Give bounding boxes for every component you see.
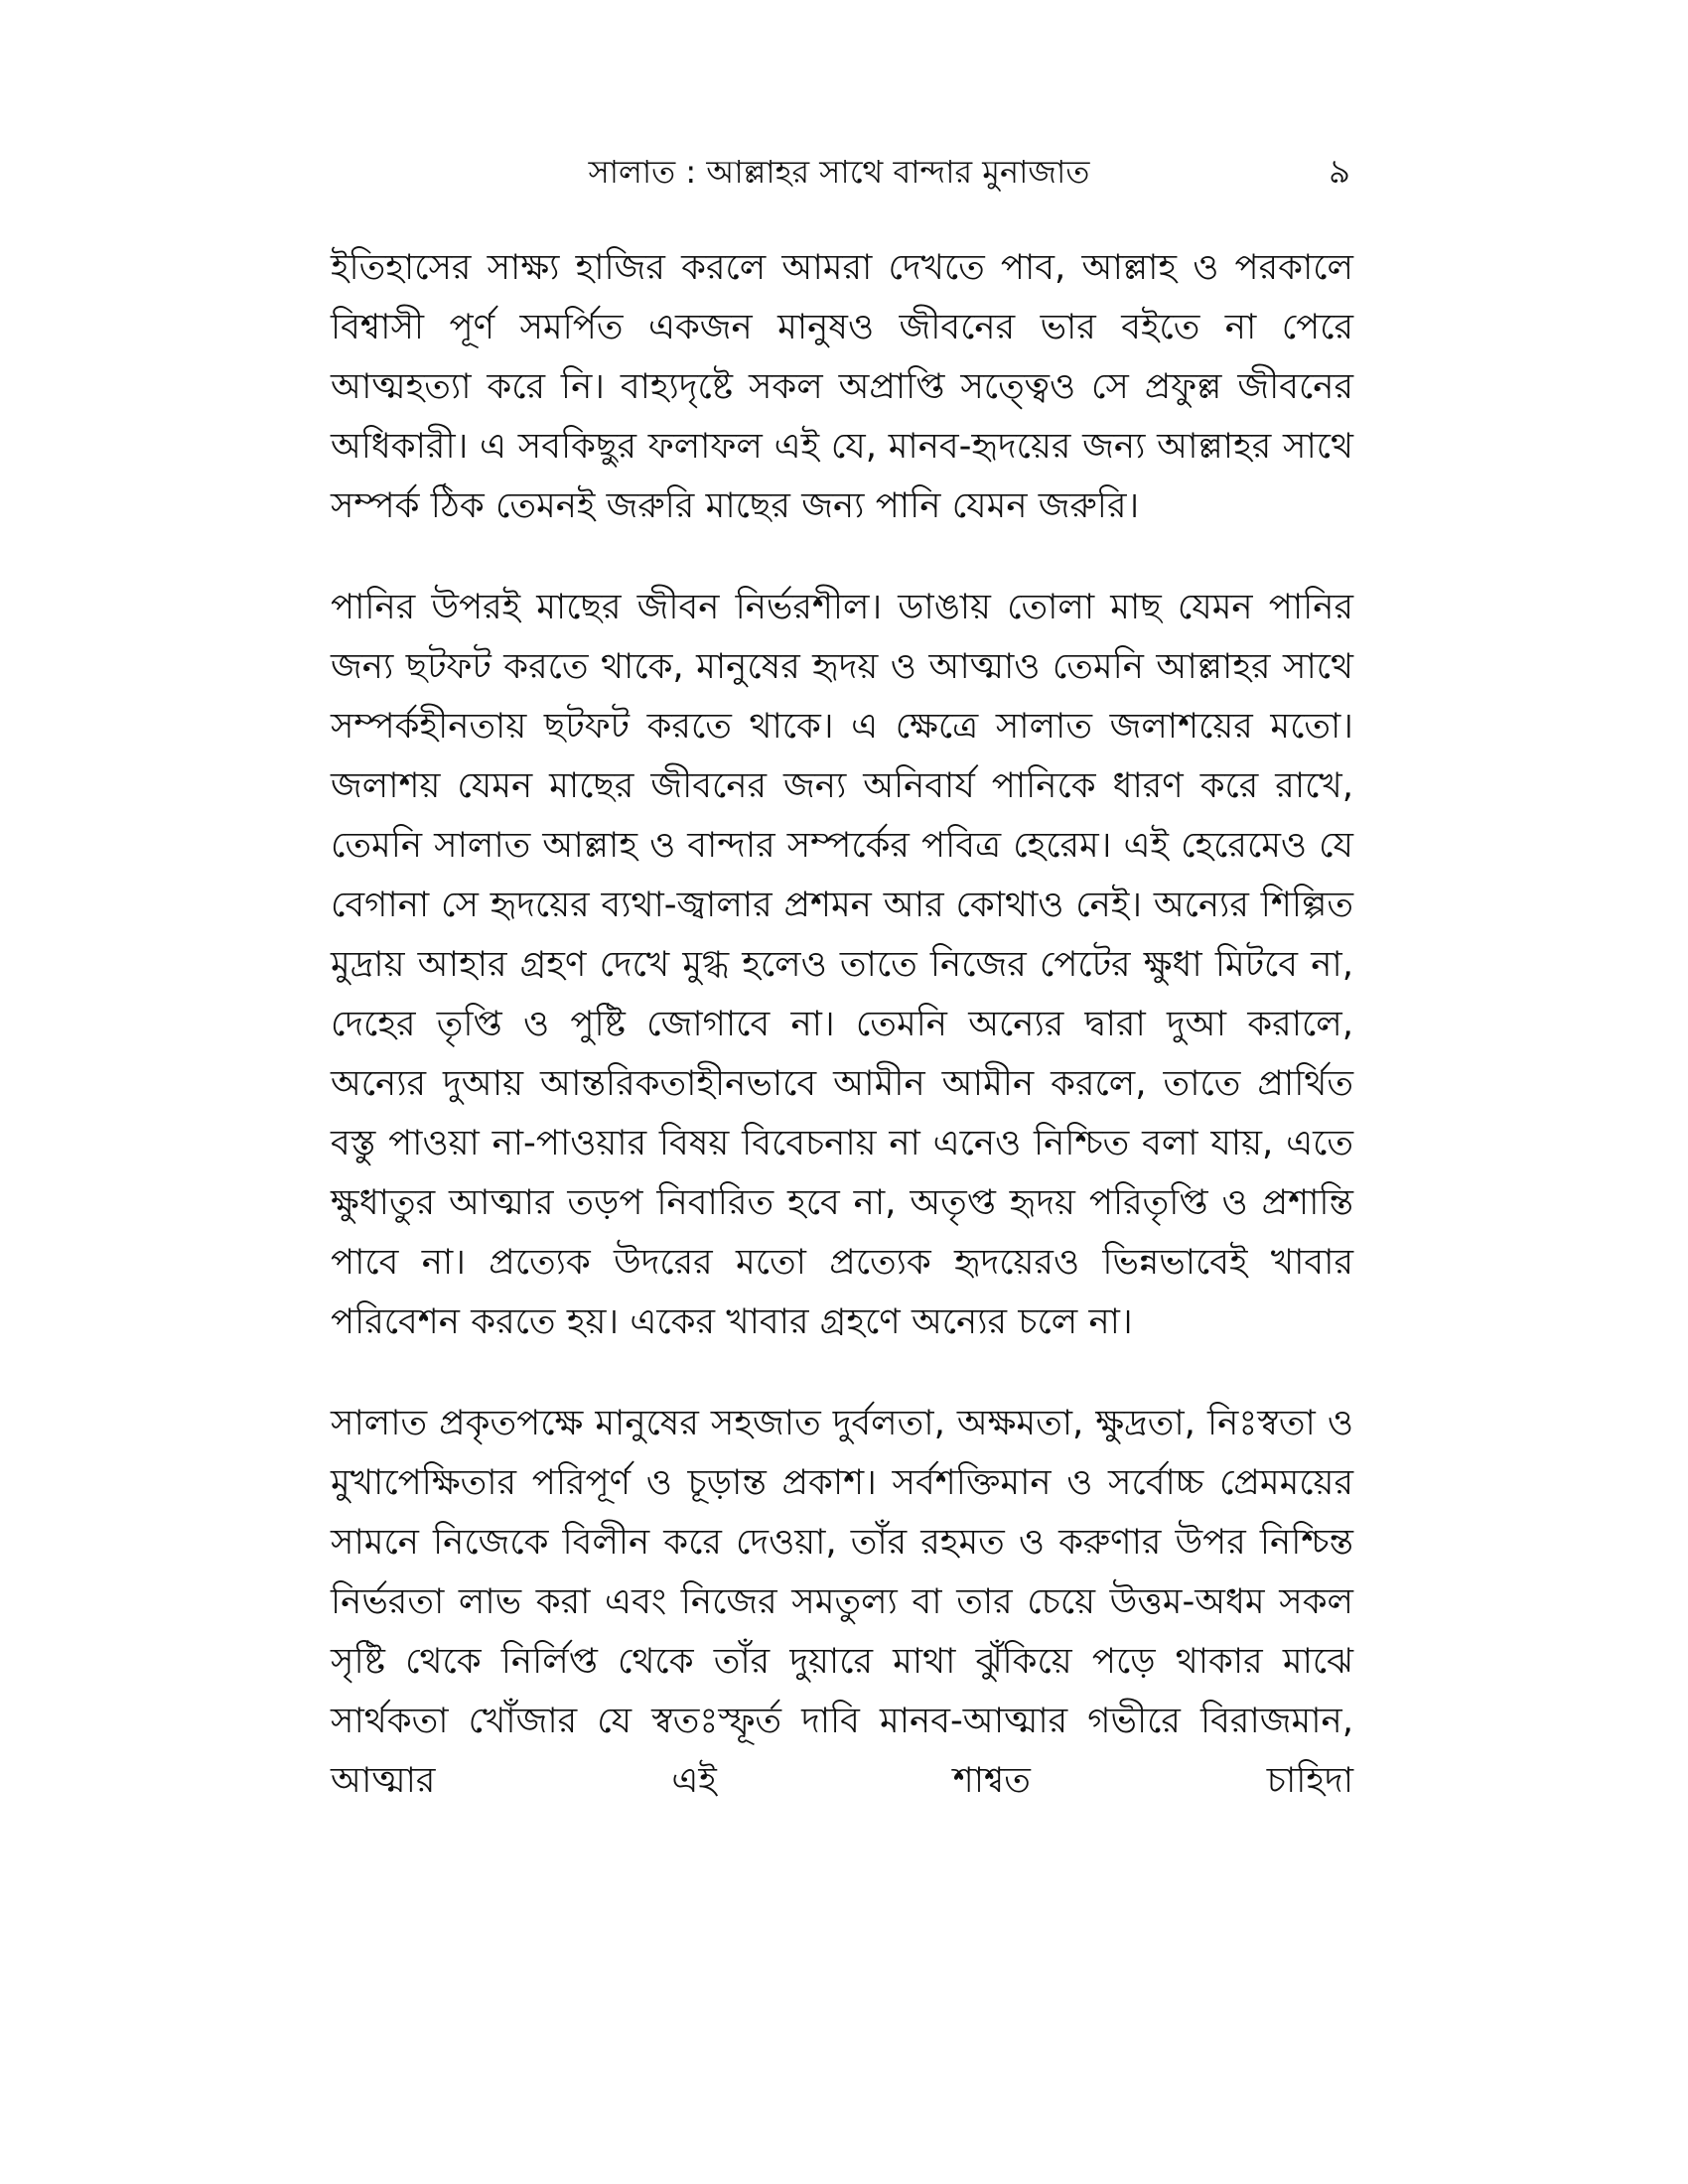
page-number: ৯ xyxy=(1328,152,1350,192)
running-title: সালাত : আল্লাহর সাথে বান্দার মুনাজাত xyxy=(588,153,1090,191)
paragraph-1: ইতিহাসের সাক্ষ্য হাজির করলে আমরা দেখতে পাব, আল্লাহ ও পরকালে বিশ্বাসী পূর্ণ সমর্পিত একজন মানুষও জীবনের ভার বইতে না পেরে আত্মহত্যা করে নি। বাহ্যদৃষ্টে সকল অপ্রাপ্তি সত্ত্বেও সে প্রফুল্ল জীবনের অধিকারী। এ সবকিছুর ফলাফল এই যে, মানব-হৃদয়ের জন্য আল্লাহর সাথে সম্পর্ক ঠিক তেমনই জরুরি মাছের জন্য পানি যেমন জরুরি। xyxy=(331,247,1353,526)
body-text xyxy=(331,238,1353,1852)
running-header xyxy=(328,147,1350,197)
paragraph-2: পানির উপরই মাছের জীবন নির্ভরশীল। ডাঙায় তোলা মাছ যেমন পানির জন্য ছটফট করতে থাকে, মানুষের হৃদয় ও আত্মাও তেমনি আল্লাহর সাথে সম্পর্কহীনতায় ছটফট করতে থাকে। এ ক্ষেত্রে সালাত জলাশয়ের মতো। জলাশয় যেমন মাছের জীবনের জন্য অনিবার্য পানিকে ধারণ করে রাখে, তেমনি সালাত আল্লাহ ও বান্দার সম্পর্কের পবিত্র হেরেম। এই হেরেমেও যে বেগানা সে হৃদয়ের ব্যথা-জ্বালার প্রশমন আর কোথাও নেই। অন্যের শিল্পিত মুদ্রায় আহার গ্রহণ দেখে মুগ্ধ হলেও তাতে নিজের পেটের ক্ষুধা মিটবে না, দেহের তৃপ্তি ও পুষ্টি জোগাবে না। তেমনি অন্যের দ্বারা দুআ করালে, অন্যের দুআয় আন্তরিকতাহীনভাবে আমীন আমীন করলে, তাতে প্রার্থিত বস্তু পাওয়া না-পাওয়ার বিষয় বিবেচনায় না এনেও নিশ্চিত বলা যায়, এতে ক্ষুধাতুর আত্মার তড়প নিবারিত হবে না, অতৃপ্ত হৃদয় পরিতৃপ্তি ও প্রশান্তি পাবে না। প্রত্যেক উদরের মতো প্রত্যেক হৃদয়েরও ভিন্নভাবেই খাবার পরিবেশন করতে হয়। একের খাবার গ্রহণে অন্যের চলে না। xyxy=(331,587,1353,1342)
paragraph-3: সালাত প্রকৃতপক্ষে মানুষের সহজাত দুর্বলতা, অক্ষমতা, ক্ষুদ্রতা, নিঃস্বতা ও মুখাপেক্ষিতার পরিপূর্ণ ও চূড়ান্ত প্রকাশ। সর্বশক্তিমান ও সর্বোচ্চ প্রেমময়ের সামনে নিজেকে বিলীন করে দেওয়া, তাঁর রহমত ও করুণার উপর নিশ্চিন্ত নির্ভরতা লাভ করা এবং নিজের সমতুল্য বা তার চেয়ে উত্তম-অধম সকল সৃষ্টি থেকে নির্লিপ্ত থেকে তাঁর দুয়ারে মাথা ঝুঁকিয়ে পড়ে থাকার মাঝে সার্থকতা খোঁজার যে স্বতঃস্ফূর্ত দাবি মানব-আত্মার গভীরে বিরাজমান, আত্মার এই শাশ্বত চাহিদা xyxy=(331,1403,1353,1801)
